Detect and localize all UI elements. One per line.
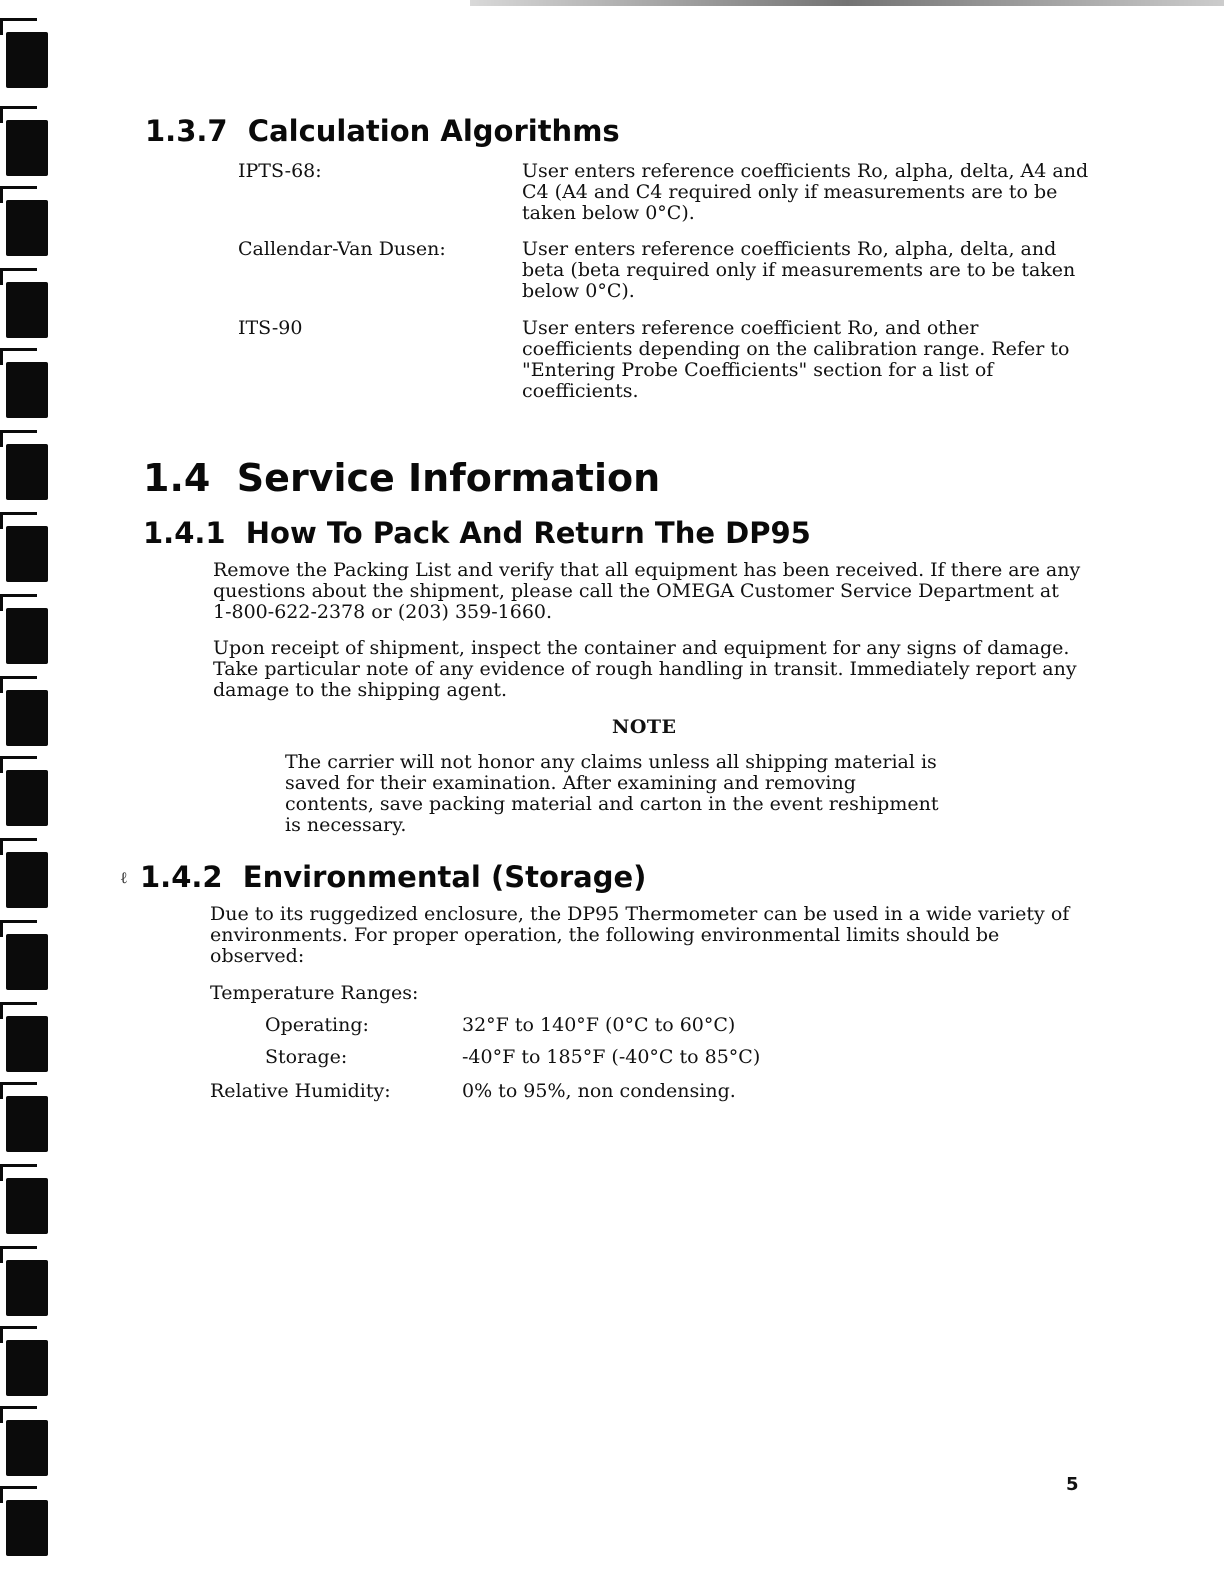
binding-hole [6, 444, 48, 500]
section-number: 1.4.2 [140, 860, 223, 894]
algorithm-label: IPTS-68: [238, 160, 322, 182]
note-body: The carrier will not honor any claims unless all shipping material is saved for their examination. After examining and removing contents, save packing material and carton in the event reshipment is necessary. [285, 751, 939, 836]
binding-hole [6, 282, 48, 338]
section-title: Environmental (Storage) [242, 860, 647, 894]
binding-hole [6, 120, 48, 176]
spec-label: Storage: [265, 1046, 348, 1068]
section-heading-1-3-7 [145, 114, 620, 148]
section-title: Service Information [236, 456, 661, 500]
section-heading-1-4-2 [140, 860, 646, 894]
spec-value: 0% to 95%, non condensing. [462, 1080, 736, 1102]
section-heading-1-4-1 [143, 516, 811, 550]
binding-hole [6, 1420, 48, 1476]
note-title: NOTE [612, 716, 677, 738]
section-title: Calculation Algorithms [247, 114, 620, 148]
algorithm-description: User enters reference coefficients Ro, alpha, delta, and beta (beta required only if measurements are to be taken below 0°C). [522, 238, 1076, 302]
section-number: 1.4.1 [143, 516, 226, 550]
section-number: 1.3.7 [145, 114, 228, 148]
algorithm-description: User enters reference coefficients Ro, alpha, delta, A4 and C4 (A4 and C4 required only if measurements are to be taken below 0°C). [522, 160, 1089, 224]
binding-hole [6, 32, 48, 88]
algorithm-label: Callendar-Van Dusen: [238, 238, 446, 260]
spec-value: -40°F to 185°F (-40°C to 85°C) [462, 1046, 761, 1068]
binding-hole [6, 1340, 48, 1396]
binding-hole [6, 690, 48, 746]
temperature-heading: Temperature Ranges: [210, 982, 419, 1004]
binding-hole [6, 200, 48, 256]
page-number: 5 [1066, 1474, 1079, 1495]
section-number: 1.4 [143, 456, 211, 500]
algorithm-description: User enters reference coefficient Ro, and other coefficients depending on the calibration range. Refer to "Entering Probe Coefficients" section for a list of coefficients. [522, 317, 1070, 402]
body-paragraph: Upon receipt of shipment, inspect the container and equipment for any signs of damage. Take particular note of any evidence of rough handling in transit. Immediately report any damage to the shipping agent. [213, 637, 1077, 701]
scan-artifact [470, 0, 1224, 6]
margin-mark: ℓ [120, 868, 128, 887]
body-paragraph: Remove the Packing List and verify that all equipment has been received. If there are any questions about the shipment, please call the OMEGA Customer Service Department at 1-800-622-2378 or (203) 359-1660. [213, 559, 1081, 623]
spec-label: Relative Humidity: [210, 1080, 391, 1102]
binding-hole [6, 852, 48, 908]
body-paragraph: Due to its ruggedized enclosure, the DP95 Thermometer can be used in a wide variety of environments. For proper operation, the following environmental limits should be observed: [210, 903, 1070, 967]
binding-hole [6, 770, 48, 826]
algorithm-label: ITS-90 [238, 317, 303, 339]
binding-hole [6, 1096, 48, 1152]
binding-hole [6, 1016, 48, 1072]
spec-label: Operating: [265, 1014, 369, 1036]
binding-hole [6, 526, 48, 582]
binding-hole [6, 1260, 48, 1316]
binding-hole [6, 1500, 48, 1556]
binding-hole [6, 1178, 48, 1234]
binding-hole [6, 934, 48, 990]
binding-hole [6, 362, 48, 418]
section-title: How To Pack And Return The DP95 [245, 516, 811, 550]
spec-value: 32°F to 140°F (0°C to 60°C) [462, 1014, 736, 1036]
section-heading-1-4 [143, 456, 660, 500]
binding-holes [0, 0, 60, 1584]
binding-hole [6, 608, 48, 664]
